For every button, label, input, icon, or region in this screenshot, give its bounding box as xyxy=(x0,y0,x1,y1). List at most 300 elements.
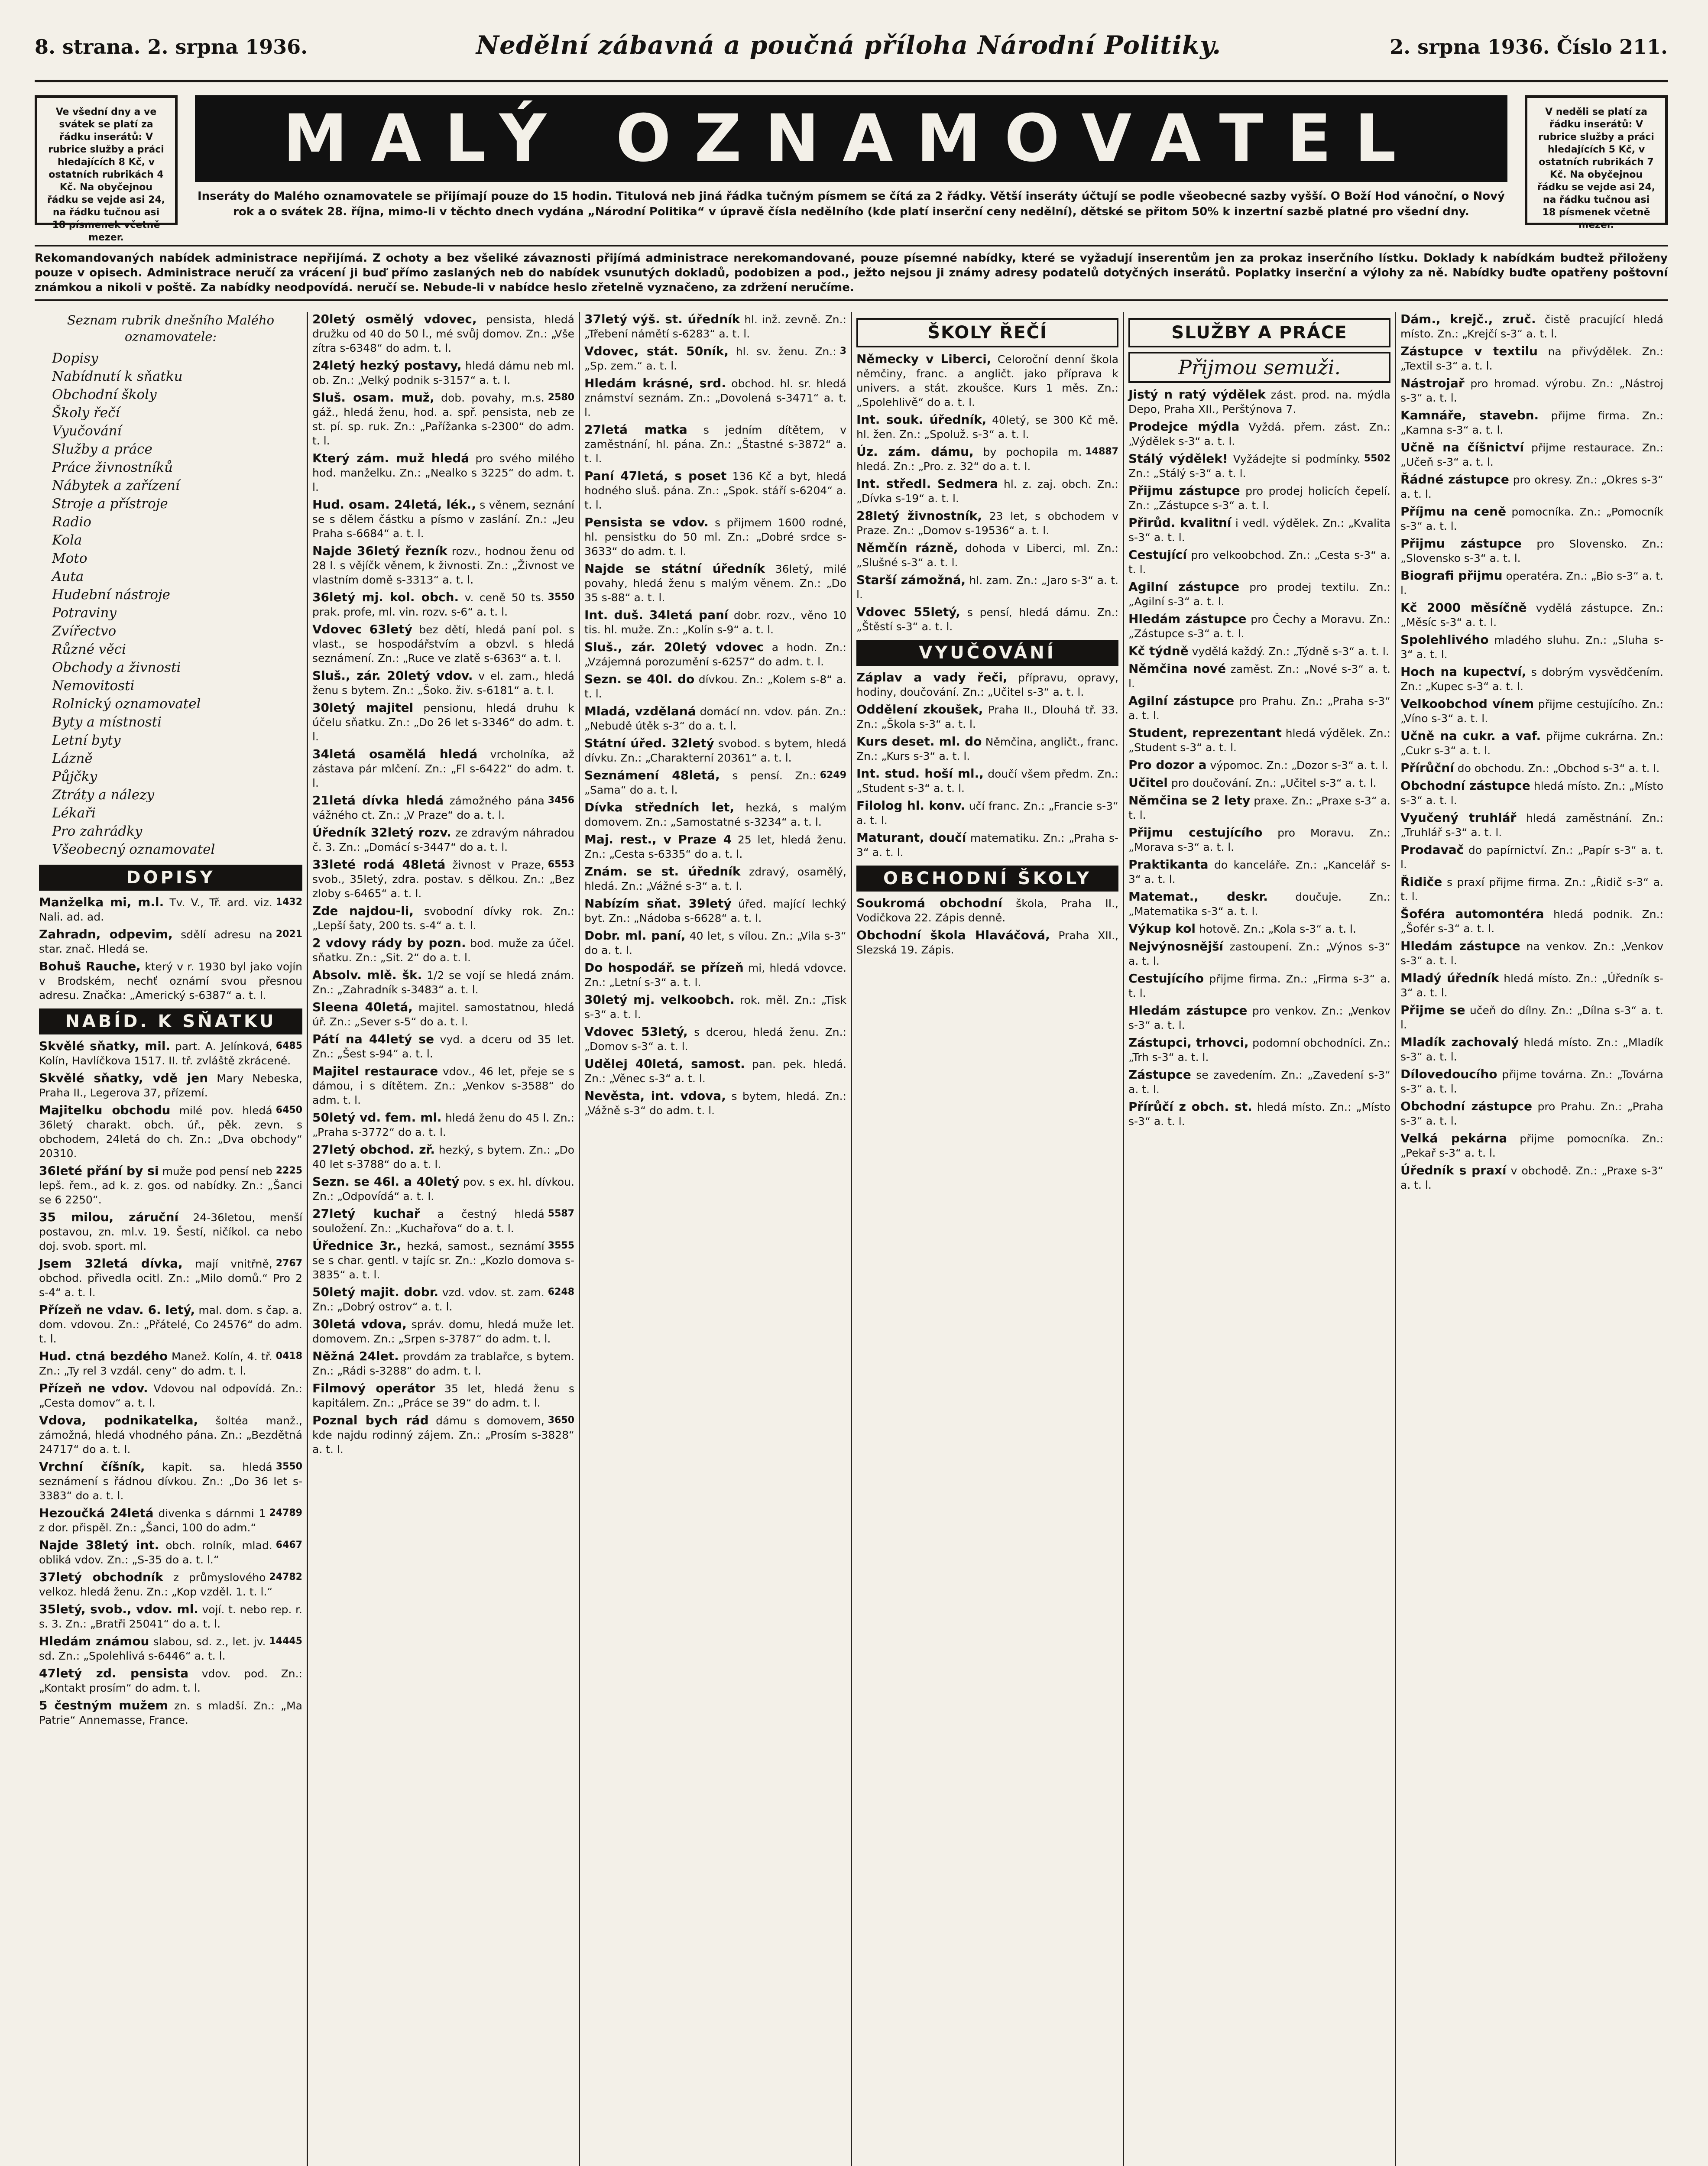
ad-headline: Mladý úředník xyxy=(1400,971,1499,985)
ad-headline: Velkoobchod vínem xyxy=(1400,697,1534,711)
classified-ad xyxy=(1400,632,1663,661)
ad-body: úřed. mající lechký byt. Zn.: „Nádoba s-6628“ a. t. l. xyxy=(584,898,846,924)
ad-body: dívkou. Zn.: „Kolem s-8“ a. t. l. xyxy=(584,673,846,700)
ad-body: hl. sv. ženu. Zn.: „Sp. zem.“ a. t. l. xyxy=(584,345,836,372)
ad-headline: Vdovec 53letý, xyxy=(584,1025,688,1039)
ad-headline: Do hospodář. se přízeň xyxy=(584,960,744,975)
classified-ad xyxy=(1400,971,1663,1000)
ad-body: kapit. sa. hledá seznámení s řádnou dívkou. Zn.: „Do 36 let s-3383“ do a. t. l. xyxy=(39,1461,302,1502)
classified-ad xyxy=(1400,600,1663,629)
classified-ad xyxy=(312,544,574,587)
classified-ad xyxy=(312,1142,574,1171)
ad-headline: 27letý kuchař xyxy=(312,1206,420,1221)
ad-body: muže pod pensí neb lepš. řem., ad k. z. gos. od nabídky. Zn.: „Šanci se 6 2250“. xyxy=(39,1165,302,1206)
ad-headline: Hud. ctná bezdého xyxy=(39,1349,168,1363)
classified-ad xyxy=(312,590,574,619)
column-6 xyxy=(1395,312,1668,2166)
classified-ad xyxy=(39,1349,302,1378)
ad-body: rozv., hodnou ženu od 28 l. s vějíčk věnem, k živnosti. Zn.: „Živnost ve vlastním domě s-3313“ a. t. l. xyxy=(312,545,574,586)
ad-headline: Hledám zástupce xyxy=(1128,612,1247,626)
ad-body: dohoda v Liberci, ml. Zn.: „Slušné s-3“ a. t. l. xyxy=(856,542,1118,569)
ad-headline: Sluš., zár. 20letý vdov. xyxy=(312,668,473,683)
classified-ad xyxy=(39,1071,302,1100)
ad-headline: Něžná 24let. xyxy=(312,1349,399,1363)
ad-headline: 27letá matka xyxy=(584,422,687,437)
rubric-index-item: Lékaři xyxy=(52,805,96,821)
ad-body: hledá místo. Zn.: „Úředník s-3“ a. t. l. xyxy=(1400,972,1663,999)
ad-body: bod. muže za účel. sňatku. Zn.: „Sit. 2“ do a. t. l. xyxy=(312,937,575,964)
ad-body: praxe. Zn.: „Praxe s-3“ a. t. l. xyxy=(1128,794,1391,821)
ad-body: dámu s domovem, kde najdu rodinný zájem. Zn.: „Prosím s-3828“ a. t. l. xyxy=(312,1414,574,1456)
classified-ad xyxy=(856,798,1118,827)
ad-headline: Přijmu zástupce xyxy=(1128,483,1240,498)
rubric-index-list xyxy=(39,349,302,859)
ad-headline: Který zám. muž hledá xyxy=(312,451,470,465)
ad-headline: Pro dozor a xyxy=(1128,758,1207,772)
classified-ad xyxy=(312,622,574,665)
classified-ad xyxy=(1400,312,1663,341)
ad-body: do papírnictví. Zn.: „Papír s-3“ a. t. l. xyxy=(1400,844,1663,871)
ad-reference-number: 0418 xyxy=(275,1351,302,1362)
section-heading-skoly-reci: ŠKOLY ŘEČÍ xyxy=(856,318,1118,347)
ad-headline: Sezn. se 40l. do xyxy=(584,672,695,686)
rubric-index-item: Pro zahrádky xyxy=(52,824,143,839)
ad-body: s dobrým vysvědčením. Zn.: „Kupec s-3“ a. t. l. xyxy=(1400,666,1663,693)
ad-headline: Učně na číšnictví xyxy=(1400,440,1524,454)
classified-ad xyxy=(39,1698,302,1727)
ads-skoly-reci xyxy=(856,352,1118,634)
ads-column-6 xyxy=(1400,312,1663,1192)
ad-headline: Přírůčí z obch. st. xyxy=(1128,1099,1252,1114)
ad-body: part. A. Jelínková, Kolín, Havlíčkova 1517. II. tř. zvláště zkrácené. xyxy=(39,1040,291,1067)
ad-headline: 30letý mj. velkoobch. xyxy=(584,992,735,1007)
ad-body: 23 let, s obchodem v Praze. Zn.: „Domov s-19536“ a. t. l. xyxy=(856,510,1119,537)
ads-column-2 xyxy=(312,312,574,1456)
classified-ad xyxy=(39,927,302,956)
ad-body: hezká, samost., seznámí se s char. gentl. v tajíc sr. Zn.: „Kozlo domova s-3835“ a. t. l. xyxy=(312,1240,574,1281)
ad-headline: 30letý majitel xyxy=(312,700,414,715)
ad-body: mal. dom. s čap. a. dom. vdovou. Zn.: „Přátelé, Co 24576“ do adm. t. l. xyxy=(39,1304,302,1345)
ad-headline: Obchodní zástupce xyxy=(1400,778,1530,793)
rubric-index-item: Vyučování xyxy=(52,423,122,439)
classified-ad xyxy=(312,1239,574,1282)
classified-ad xyxy=(1128,580,1390,609)
ad-body: vzd. vdov. st. zam. Zn.: „Dobrý ostrov“ a. t. l. xyxy=(312,1286,544,1313)
ad-body: podomní obchodníci. Zn.: „Trh s-3“ a. t. l. xyxy=(1128,1037,1390,1064)
ad-body: 136 Kč a byt, hledá hodného sluš. pána. Zn.: „Spok. stáří s-6204“ a. t. l. xyxy=(584,470,846,511)
classified-ad xyxy=(1128,1099,1390,1128)
ad-body: výpomoc. Zn.: „Dozor s-3“ a. t. l. xyxy=(1210,759,1388,772)
ad-body: Manež. Kolín, 4. tř. Zn.: „Ty rel 3 vzdál. ceny“ do adm. t. l. xyxy=(39,1350,272,1377)
ad-headline: 35 milou, záruční xyxy=(39,1210,179,1224)
ad-body: Němčina, angličt., franc. Zn.: „Kurs s-3“ a. t. l. xyxy=(856,736,1118,762)
ad-reference-number: 2225 xyxy=(275,1165,302,1176)
rubric-index-item: Práce živnostníků xyxy=(52,460,173,475)
ad-headline: Int. souk. úředník, xyxy=(856,412,987,427)
ad-headline: Hledám zástupce xyxy=(1400,939,1520,953)
ad-body: pro venkov. Zn.: „Venkov s-3“ a. t. l. xyxy=(1128,1005,1390,1031)
ad-headline: Agilní zástupce xyxy=(1128,694,1235,708)
ad-headline: Vdovec 55letý, xyxy=(856,605,961,619)
ad-body: přijme cestujícího. Zn.: „Víno s-3“ a. t. l. xyxy=(1400,698,1663,725)
ad-reference-number: 14887 xyxy=(1085,446,1118,457)
classified-ad xyxy=(1400,778,1663,807)
ad-body: Mary Nebeska, Praha II., Legerova 37, přízemí. xyxy=(39,1072,302,1099)
ad-body: mladého sluhu. Zn.: „Sluha s-3“ a. t. l. xyxy=(1400,634,1663,661)
ad-headline: Bohuš Rauche, xyxy=(39,959,141,973)
ad-reference-number: 5587 xyxy=(548,1208,574,1219)
ad-headline: Int. stud. hoší ml., xyxy=(856,766,984,781)
ad-reference-number: 1432 xyxy=(275,897,302,908)
classified-ad xyxy=(39,1666,302,1695)
classified-ad xyxy=(1400,536,1663,565)
classified-ad xyxy=(584,800,846,829)
classified-ad xyxy=(584,376,846,419)
ad-body: Praha II., Dlouhá tř. 33. Zn.: „Škola s-3“ a. t. l. xyxy=(856,704,1118,730)
classified-ad xyxy=(1128,726,1390,755)
ad-body: čistě pracující hledá místo. Zn.: „Krejčí s-3“ a. t. l. xyxy=(1400,313,1664,340)
ad-body: pomocníka. Zn.: „Pomocník s-3“ a. t. l. xyxy=(1400,506,1663,532)
ad-headline: 20letý osmělý vdovec, xyxy=(312,312,477,326)
ad-headline: Mladá, vzdělaná xyxy=(584,704,696,718)
ad-headline: Hledám krásné, srd. xyxy=(584,376,726,390)
classified-ad xyxy=(584,1057,846,1086)
ad-body: škola, Praha II., Vodičkova 22. Zápis denně. xyxy=(856,897,1118,924)
classified-ad xyxy=(312,668,574,697)
ad-body: se zavedením. Zn.: „Zavedení s-3“ a. t. l. xyxy=(1128,1069,1390,1096)
classified-ad xyxy=(584,469,846,512)
ad-body: 25 let, hledá ženu. Zn.: „Cesta s-6335“ do a. t. l. xyxy=(584,833,847,860)
ad-body: divenka s dárnmi 1 z dor. přispěl. Zn.: „Šanci, 100 do adm.“ xyxy=(39,1507,266,1534)
ad-body: s věnem, seznání se s dělem částku a písmo v zaslání. Zn.: „Jeu Praha s-6684“ a. t. l. xyxy=(312,499,574,540)
ad-headline: Vdovec, stát. 50ník, xyxy=(584,344,729,358)
ad-headline: Oddělení zkoušek, xyxy=(856,702,983,717)
classified-ad xyxy=(856,573,1118,602)
ad-body: pensionu, hledá druhu k účelu sňatku. Zn.: „Do 26 let s-3346“ do adm. t. l. xyxy=(312,702,574,743)
ad-headline: Hoch na kupectví, xyxy=(1400,665,1527,679)
ad-body: zaměst. Zn.: „Nové s-3“ a. t. l. xyxy=(1128,663,1390,690)
classified-ad xyxy=(1400,1131,1663,1160)
ad-headline: Spolehlivého xyxy=(1400,632,1489,647)
classified-ad xyxy=(312,1064,574,1107)
ad-reference-number: 3650 xyxy=(548,1415,574,1426)
rubric-index-item: Různé věci xyxy=(52,642,126,657)
ad-body: s jedním dítětem, v zaměstnání, hl. pána. Zn.: „Štastné s-3872“ a. t. l. xyxy=(584,424,847,465)
ad-body: hl. z. zaj. obch. Zn.: „Dívka s-19“ a. t. l. xyxy=(856,478,1118,505)
ad-body: pro Čechy a Moravu. Zn.: „Zástupce s-3“ a. t. l. xyxy=(1128,613,1390,640)
classified-ad xyxy=(584,960,846,989)
ad-body: hledá podnik. Zn.: „Šofér s-3“ a. t. l. xyxy=(1400,908,1664,935)
section-heading-sluzby: SLUŽBY A PRÁCE xyxy=(1128,318,1390,347)
classified-ad xyxy=(1400,1035,1663,1064)
ad-headline: Vrchní číšník, xyxy=(39,1459,145,1474)
classified-ad xyxy=(1400,504,1663,533)
ad-headline: Poznal bych rád xyxy=(312,1413,429,1427)
ad-headline: 47letý zd. pensista xyxy=(39,1666,189,1680)
ad-body: domácí nn. vdov. pán. Zn.: „Nebudě útěk s-3“ do a. t. l. xyxy=(584,705,846,732)
classified-ad xyxy=(312,747,574,790)
classified-ad xyxy=(1128,1035,1390,1064)
ad-headline: Matemat., deskr. xyxy=(1128,889,1268,904)
running-header xyxy=(35,30,1668,82)
classified-ad xyxy=(1400,408,1663,437)
ad-headline: Jsem 32letá dívka, xyxy=(39,1256,183,1271)
ad-body: pro prodej holicích čepelí. Zn.: „Zástupce s-3“ a. t. l. xyxy=(1128,485,1390,512)
classified-ad xyxy=(39,1256,302,1300)
ad-headline: Zde najdou-li, xyxy=(312,904,414,918)
ad-body: hl. zam. Zn.: „Jaro s-3“ a. t. l. xyxy=(856,574,1118,601)
ad-reference-number: 3555 xyxy=(548,1240,574,1251)
rubric-index-item: Letní byty xyxy=(52,733,121,748)
ad-headline: Absolv. mlě. šk. xyxy=(312,968,422,982)
classified-ad xyxy=(856,766,1118,795)
ad-headline: Stálý výdělek! xyxy=(1128,451,1228,466)
section-subheading-prijmou: Přijmou semuži. xyxy=(1128,352,1390,383)
ad-headline: 30letá vdova, xyxy=(312,1317,407,1331)
ad-body: vrcholníka, až zástava pár mlčení. Zn.: „Fl s-6422“ do adm. t. l. xyxy=(312,748,574,789)
classified-ad xyxy=(584,1089,846,1118)
classified-ad xyxy=(584,992,846,1021)
classified-ad xyxy=(584,312,846,341)
ad-body: zdravý, osamělý, hledá. Zn.: „Vážné s-3“ a. t. l. xyxy=(584,866,846,892)
ad-headline: 27letý obchod. zř. xyxy=(312,1142,435,1157)
ad-headline: Hledám známou xyxy=(39,1634,149,1648)
ad-reference-number: 24789 xyxy=(269,1508,302,1518)
classified-ad xyxy=(39,959,302,1002)
ad-headline: Němčín rázně, xyxy=(856,541,958,555)
classified-ad xyxy=(584,768,846,797)
administration-notice: Rekomandovaných nabídek administrace nepřijímá. Z ochoty a bez všeliké závaznosti přijímá administrace nerekomandované, pouze písemné nabídky, které se vyžadují inserentům jen za prokaz inserčního lístku. Doklady k nabídkám budtež přiloženy pouze v opisech. Administrace neručí za vrácení ji buď přímo zaslaných neb do nabídek vsunutých dokladů, podobizen a pod., ježto nejsou ji známy adresy podatelů dotyčných inserátů. Poplatky inserční a výlohy za ně. Nabídky buďte opatřeny poštovní známkou a nikoli v poště. Za nabídky neodpovídá. neručí se. Nebude-li v nabídce heslo zřetelně vyznačeno, za zdržení neručíme. xyxy=(35,245,1668,301)
classified-ad xyxy=(312,390,574,448)
ad-reference-number: 24782 xyxy=(269,1572,302,1582)
rubric-index-item: Lázně xyxy=(52,751,93,766)
ad-headline: 24letý hezký postavy, xyxy=(312,358,462,373)
ad-reference-number: 2021 xyxy=(275,929,302,940)
ad-headline: Agilní zástupce xyxy=(1128,580,1240,594)
ad-body: hledá dámu neb ml. ob. Zn.: „Velký podnik s-3157“ a. t. l. xyxy=(312,360,574,386)
classified-ad xyxy=(39,1210,302,1253)
ad-headline: Záplav a vady řeči, xyxy=(856,670,1008,684)
ad-body: by pochopila m. hledá. Zn.: „Pro. z. 32“ do a. t. l. xyxy=(856,446,1082,473)
section-heading-obchodni-skoly: OBCHODNÍ ŠKOLY xyxy=(856,866,1118,892)
ad-body: sdělí adresu na star. znač. Hledá se. xyxy=(39,928,272,955)
ad-body: pro Prahu. Zn.: „Praha s-3“ a. t. l. xyxy=(1400,1100,1663,1127)
ad-body: vdov. pod. Zn.: „Kontakt prosím“ do adm. t. l. xyxy=(39,1667,302,1694)
ad-body: hledá místo. Zn.: „Místo s-3“ a. t. l. xyxy=(1400,780,1663,807)
ad-body: Vdovou nal odpovídá. Zn.: „Cesta domov“ a. t. l. xyxy=(39,1382,302,1409)
ad-headline: Zástupce v textilu xyxy=(1400,344,1538,358)
ad-reference-number: 6450 xyxy=(275,1105,302,1115)
classified-ad xyxy=(584,422,846,466)
ad-body: svobod. s bytem, hledá dívku. Zn.: „Charakterní 20361“ a. t. l. xyxy=(584,737,847,764)
classified-ad xyxy=(1128,793,1390,822)
classified-ad xyxy=(1128,971,1390,1000)
ad-headline: Německy v Liberci, xyxy=(856,352,992,366)
classified-ad xyxy=(1128,419,1390,448)
classified-ad xyxy=(584,896,846,925)
ad-body: v obchodě. Zn.: „Praxe s-3“ a. t. l. xyxy=(1400,1164,1663,1191)
classified-ad xyxy=(312,700,574,744)
classified-ad xyxy=(312,825,574,854)
ad-reference-number: 5502 xyxy=(1364,453,1390,464)
classified-ad xyxy=(1400,665,1663,694)
ad-body: milé pov. hledá 36letý charakt. obch. úř., pěk. zevn. s obchodem, 24letá do ch. Zn.: „Dva obchody“ 20310. xyxy=(39,1104,302,1160)
classified-ad xyxy=(584,344,846,373)
ad-reference-number: 6248 xyxy=(548,1287,574,1297)
ad-body: pro prodej textilu. Zn.: „Agilní s-3“ a. t. l. xyxy=(1128,581,1390,608)
ad-reference-number: 14445 xyxy=(269,1636,302,1647)
ad-headline: Sluš. osam. muž, xyxy=(312,390,434,405)
ad-headline: Úřednice 3r., xyxy=(312,1239,402,1253)
ad-headline: Najde 38letý int. xyxy=(39,1538,159,1552)
ad-headline: Pensista se vdov. xyxy=(584,515,709,529)
ad-body: Celoroční denní škola němčiny, franc. a angličt. jako příprava k univers. a stát. zkoušce. Kurs 1 měs. Zn.: „Spolehlivě“ do a. t. l. xyxy=(856,353,1119,409)
classified-ad xyxy=(39,1459,302,1503)
classified-ad xyxy=(1128,548,1390,577)
price-box-sunday: V neděli se platí za řádku inserátů: V rubrice služby a práci hledajících 5 Kč, v ostatních rubrikách 7 Kč. Na obyčejnou řádku se vejde asi 24, na řádku tučnou asi 18 písmenek včetně mezer. xyxy=(1525,95,1668,225)
rubric-index-item: Ztráty a nálezy xyxy=(52,787,155,803)
ad-headline: Nástrojař xyxy=(1400,376,1465,390)
ad-headline: Úředník 32letý rozv. xyxy=(312,825,451,840)
ad-body: Vyždá. přem. zást. Zn.: „Výdělek s-3“ a. t. l. xyxy=(1128,421,1390,447)
ad-headline: Šoféra automontéra xyxy=(1400,907,1544,921)
ad-headline: Přijmu zástupce xyxy=(1400,536,1522,551)
classified-ad xyxy=(856,734,1118,763)
ad-headline: Sleena 40letá, xyxy=(312,1000,413,1014)
classified-ad xyxy=(1128,857,1390,886)
classified-ad xyxy=(39,1303,302,1346)
ad-body: zámožného pána vážného ct. Zn.: „V Praze“ do a. t. l. xyxy=(312,794,544,821)
classified-ad xyxy=(856,477,1118,506)
classified-ad xyxy=(584,736,846,765)
ad-body: s pensí, hledá dámu. Zn.: „Štěstí s-3“ a. t. l. xyxy=(856,606,1118,633)
ad-headline: Zástupce xyxy=(1128,1067,1191,1082)
ad-headline: 2 vdovy rády by pozn. xyxy=(312,936,466,950)
ad-body: 36letý, milé povahy, hledá ženu s malým věnem. Zn.: „Do 35 s-88“ a. t. l. xyxy=(584,563,846,604)
rubric-index-item: Půjčky xyxy=(52,769,97,785)
ad-headline: Přízeň ne vdav. 6. letý, xyxy=(39,1303,195,1317)
ad-reference-number: 6249 xyxy=(820,770,846,781)
ad-body: v. ceně 50 ts. prak. profe, ml. vin. rozv. s-6“ a. t. l. xyxy=(312,591,544,618)
ad-body: vydělá zástupce. Zn.: „Měsíc s-3“ a. t. l. xyxy=(1400,602,1664,629)
classified-ad xyxy=(856,928,1118,957)
ad-headline: Sezn. se 46l. a 40letý xyxy=(312,1174,460,1189)
classified-ad xyxy=(1400,344,1663,373)
ad-headline: Udělej 40letá, samost. xyxy=(584,1057,745,1071)
rubric-index-item: Stroje a přístroje xyxy=(52,496,168,512)
classified-ad xyxy=(1400,568,1663,597)
ad-headline: Hezoučká 24letá xyxy=(39,1506,154,1520)
ad-headline: Kč týdně xyxy=(1128,644,1189,658)
ad-headline: Obchodní škola Hlaváčová, xyxy=(856,928,1050,942)
ad-body: obchod. hl. sr. hledá známství seznám. Zn.: „Dovolená s-3471“ a. t. l. xyxy=(584,377,846,418)
ad-body: doučuje. Zn.: „Matematika s-3“ a. t. l. xyxy=(1128,891,1390,918)
ad-headline: 36leté přání by si xyxy=(39,1164,159,1178)
ad-headline: Učně na cukr. a vaf. xyxy=(1400,729,1541,743)
classified-ad xyxy=(39,1538,302,1567)
classified-ad xyxy=(1128,661,1390,691)
ad-body: přípravu, opravy, hodiny, doučování. Zn.: „Učitel s-3“ a. t. l. xyxy=(856,671,1118,698)
ad-body: vdov., 46 let, přeje se s dámou, i s dítětem. Zn.: „Venkov s-3588“ do adm. t. l. xyxy=(312,1065,574,1106)
ad-headline: 33leté rodá 48letá xyxy=(312,857,446,872)
ad-body: pro Moravu. Zn.: „Morava s-3“ a. t. l. xyxy=(1128,827,1391,853)
rubric-index-item: Byty a místnosti xyxy=(52,714,162,730)
classified-ad xyxy=(39,1602,302,1631)
classified-ad xyxy=(1400,697,1663,726)
ad-headline: Najde 36letý řezník xyxy=(312,544,447,558)
rubric-index-item: Služby a práce xyxy=(52,441,152,457)
ad-body: s pensí. Zn.: „Sama“ do a. t. l. xyxy=(584,769,817,796)
ad-headline: Seznámení 48letá, xyxy=(584,768,720,782)
ad-headline: 5 čestným mužem xyxy=(39,1698,168,1712)
ad-body: šoltéa manž., zámožná, hledá vhodného pána. Zn.: „Bezdětná 24717“ do a. t. l. xyxy=(39,1414,302,1456)
rubric-index-item: Obchody a živnosti xyxy=(52,660,181,675)
ad-body: pro Slovensko. Zn.: „Slovensko s-3“ a. t. l. xyxy=(1400,538,1663,564)
column-2 xyxy=(307,312,579,2166)
ad-body: provdám za trablařce, s bytem. Zn.: „Rádi s-3288“ do adm. t. l. xyxy=(312,1350,575,1377)
ad-body: a čestný hledá souložení. Zn.: „Kuchařova“ do a. t. l. xyxy=(312,1208,544,1235)
ad-headline: Zahradn, odpevim, xyxy=(39,927,173,941)
ad-headline: Prodejce mýdla xyxy=(1128,419,1240,434)
classified-ad xyxy=(1400,729,1663,758)
rubric-index-item: Školy řečí xyxy=(52,405,120,421)
ad-body: učeň do dílny. Zn.: „Dílna s-3“ a. t. l. xyxy=(1400,1004,1663,1031)
ad-headline: Řidiče xyxy=(1400,875,1442,889)
ad-body: hl. inž. zevně. Zn.: „Třebení námětí s-6283“ a. t. l. xyxy=(584,313,846,340)
ad-headline: Úředník s praxí xyxy=(1400,1163,1507,1177)
ad-body: hledá ženu do 45 l. Zn.: „Praha s-3772“ do a. t. l. xyxy=(312,1112,574,1138)
ad-body: hezký, s bytem. Zn.: „Do 40 let s-3788“ do a. t. l. xyxy=(312,1144,574,1171)
ad-body: přijme restaurace. Zn.: „Učeň s-3“ a. t. l. xyxy=(1400,441,1664,468)
ad-reference-number: 3550 xyxy=(548,592,574,603)
ad-headline: Najde se státní úředník xyxy=(584,561,765,576)
classified-ad xyxy=(312,1206,574,1235)
classified-ad xyxy=(856,444,1118,473)
classified-ad xyxy=(312,1110,574,1139)
ad-headline: Soukromá obchodní xyxy=(856,896,1002,910)
ad-headline: 21letá dívka hledá xyxy=(312,793,444,807)
ad-headline: Velká pekárna xyxy=(1400,1131,1507,1145)
classified-ad xyxy=(312,451,574,494)
ad-headline: Přízeň ne vdov. xyxy=(39,1381,148,1395)
classified-ad xyxy=(1400,472,1663,501)
classified-ad xyxy=(584,704,846,733)
classified-ad xyxy=(312,793,574,822)
ad-headline: Filolog hl. konv. xyxy=(856,798,966,813)
ads-column-1 xyxy=(39,895,302,1727)
ad-body: 35 let, hledá ženu s kapitálem. Zn.: „Práce se 39“ do adm. t. l. xyxy=(312,1382,575,1409)
ad-headline: Dílovedoucího xyxy=(1400,1067,1497,1081)
rubric-index-title: Seznam rubrik dnešního Malého oznamovatele: xyxy=(67,313,275,344)
ad-headline: Řádné zástupce xyxy=(1400,472,1509,486)
ad-headline: Prodavač xyxy=(1400,843,1464,857)
ad-body: 1/2 se vojí se hledá znám. Zn.: „Zahradník s-3483“ a. t. l. xyxy=(312,969,574,996)
ad-headline: Dívka středních let, xyxy=(584,800,735,814)
classified-ad xyxy=(1400,875,1663,904)
rubric-index-item: Potraviny xyxy=(52,605,117,621)
ad-headline: Úz. zám. dámu, xyxy=(856,444,974,459)
classified-ad xyxy=(584,1025,846,1054)
ad-headline: Vyučený truhlář xyxy=(1400,811,1517,825)
ad-headline: Vdova, podnikatelka, xyxy=(39,1413,198,1427)
ad-reference-number: 6553 xyxy=(548,859,574,870)
classified-ad xyxy=(1400,1163,1663,1192)
ad-headline: Int. středl. Sedmera xyxy=(856,477,998,491)
ad-headline: Zástupci, trhovci, xyxy=(1128,1035,1249,1050)
ad-headline: Nabízím sňat. 39letý xyxy=(584,896,732,911)
ad-body: i vedl. výdělek. Zn.: „Kvalita s-3“ a. t. l. xyxy=(1128,517,1391,544)
ad-headline: Cestující xyxy=(1128,548,1187,562)
